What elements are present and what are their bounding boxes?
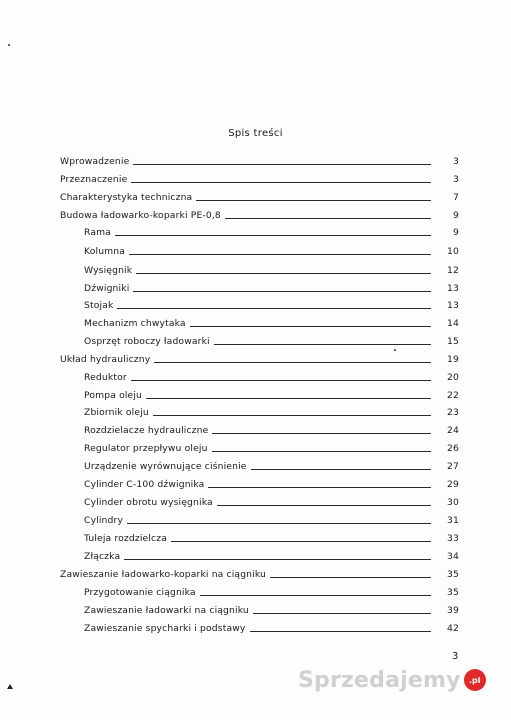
leader-line (171, 541, 431, 542)
toc-entry-page: 35 (447, 569, 459, 580)
leader-line (131, 182, 431, 183)
toc-entry-label: Rama (84, 227, 111, 238)
toc-entry (84, 586, 459, 598)
speck (8, 44, 10, 46)
page-number: 3 (452, 651, 459, 662)
toc-entry (60, 191, 459, 203)
leader-line (208, 487, 431, 488)
leader-line (251, 469, 431, 470)
toc-entry-label: Cylindry (84, 515, 124, 526)
toc-entry (60, 353, 459, 365)
toc-entry-page: 9 (453, 210, 459, 221)
toc-entry (84, 424, 459, 436)
toc-entry-label: Wysięgnik (84, 265, 133, 276)
toc-entry (60, 155, 459, 167)
toc-entry-label: Zawieszanie ładowarki na ciągniku (84, 605, 249, 616)
toc-entry-page: 39 (447, 605, 459, 616)
leader-line (131, 380, 431, 381)
toc-entry-page: 3 (453, 174, 459, 185)
toc-entry-label: Charakterystyka techniczna (60, 192, 193, 203)
watermark-badge: .pl (464, 669, 486, 691)
toc-entry-page: 13 (447, 300, 459, 311)
toc-entry-page: 3 (453, 156, 459, 167)
toc-entry (84, 550, 459, 562)
speck (394, 349, 396, 351)
toc-entry-label: Pompa oleju (84, 390, 143, 401)
toc-entry-label: Przeznaczenie (60, 174, 128, 185)
leader-line (250, 631, 432, 632)
toc-entry (84, 371, 459, 383)
leader-line (200, 595, 431, 596)
leader-line (212, 433, 431, 434)
toc-entry-label: Regulator przepływu oleju (84, 443, 208, 454)
toc-entry-page: 22 (447, 390, 459, 401)
toc-entry-page: 42 (447, 623, 459, 634)
toc-entry-page: 10 (447, 246, 459, 257)
toc-entry (84, 264, 459, 276)
toc-entry-page: 7 (453, 192, 459, 203)
toc-entry (84, 514, 459, 526)
toc-entry-page: 15 (447, 336, 459, 347)
toc-entry-label: Reduktor (84, 372, 127, 383)
watermark (298, 663, 494, 697)
toc-entry-page: 27 (447, 461, 459, 472)
toc-entry-label: Budowa ładowarko-koparki PE-0,8 (60, 210, 221, 221)
toc-entry-label: Kolumna (84, 246, 126, 257)
leader-line (146, 398, 431, 399)
leader-line (127, 523, 431, 524)
toc-entry-label: Dźwigniki (84, 283, 130, 294)
toc-entry-page: 24 (447, 425, 459, 436)
toc-entry (84, 335, 459, 347)
toc-entry (60, 209, 459, 221)
toc-entry-page: 12 (447, 265, 459, 276)
toc-title: Spis treści (228, 128, 283, 139)
leader-line (115, 235, 431, 236)
toc-entry-page: 30 (447, 497, 459, 508)
leader-line (214, 344, 431, 345)
toc-entry-label: Rozdzielacze hydrauliczne (84, 425, 209, 436)
toc-entry (60, 173, 459, 185)
leader-line (129, 254, 431, 255)
leader-line (124, 559, 431, 560)
toc-entry-page: 31 (447, 515, 459, 526)
toc-entry-label: Urządzenie wyrównujące ciśnienie (84, 461, 247, 472)
toc-entry-label: Zawieszanie spycharki i podstawy (84, 623, 246, 634)
toc-entry (84, 226, 459, 238)
toc-entry (84, 532, 459, 544)
toc-entry-page: 33 (447, 533, 459, 544)
toc-entry (84, 299, 459, 311)
leader-line (270, 577, 431, 578)
toc-entry-label: Układ hydrauliczny (60, 354, 151, 365)
corner-mark-icon (7, 684, 13, 689)
toc-entry-page: 19 (447, 354, 459, 365)
toc-entry (84, 442, 459, 454)
toc-entry-page: 35 (447, 587, 459, 598)
toc-entry (84, 496, 459, 508)
toc-entry (84, 622, 459, 634)
leader-line (154, 362, 431, 363)
leader-line (217, 505, 431, 506)
toc-entry-label: Przygotowanie ciągnika (84, 587, 196, 598)
toc-entry-label: Stojak (84, 300, 114, 311)
leader-line (117, 308, 431, 309)
toc-entry (84, 317, 459, 329)
toc-entry-label: Zawieszanie ładowarko-koparki na ciągniku (60, 569, 267, 580)
leader-line (190, 326, 431, 327)
toc-entry (60, 568, 459, 580)
toc-entry (84, 245, 459, 257)
toc-entry-label: Wprowadzenie (60, 156, 130, 167)
toc-entry-page: 34 (447, 551, 459, 562)
toc-entry (84, 406, 459, 418)
toc-entry-page: 29 (447, 479, 459, 490)
toc-entry (84, 460, 459, 472)
toc-entry-page: 20 (447, 372, 459, 383)
leader-line (212, 451, 431, 452)
toc-entry-label: Cylinder obrotu wysięgnika (84, 497, 213, 508)
toc-entry-label: Mechanizm chwytaka (84, 318, 186, 329)
leader-line (225, 218, 431, 219)
toc-entry-page: 14 (447, 318, 459, 329)
toc-entry-label: Złączka (84, 551, 121, 562)
toc-entry-label: Cylinder C-100 dźwignika (84, 479, 205, 490)
leader-line (133, 291, 431, 292)
toc-entry-page: 13 (447, 283, 459, 294)
toc-entry-page: 26 (447, 443, 459, 454)
toc-entry-label: Zbiornik oleju (84, 407, 149, 418)
toc-entry (84, 389, 459, 401)
leader-line (196, 200, 431, 201)
leader-line (253, 613, 431, 614)
toc-entry (84, 282, 459, 294)
watermark-text: Sprzedajemy (298, 667, 461, 693)
toc-entry-page: 23 (447, 407, 459, 418)
leader-line (133, 164, 431, 165)
toc-entry-page: 9 (453, 227, 459, 238)
toc-entry (84, 478, 459, 490)
leader-line (153, 415, 431, 416)
leader-line (136, 273, 431, 274)
toc-entry-label: Tuleja rozdzielcza (84, 533, 167, 544)
toc-entry (84, 604, 459, 616)
toc-entry-label: Osprzęt roboczy ładowarki (84, 336, 210, 347)
